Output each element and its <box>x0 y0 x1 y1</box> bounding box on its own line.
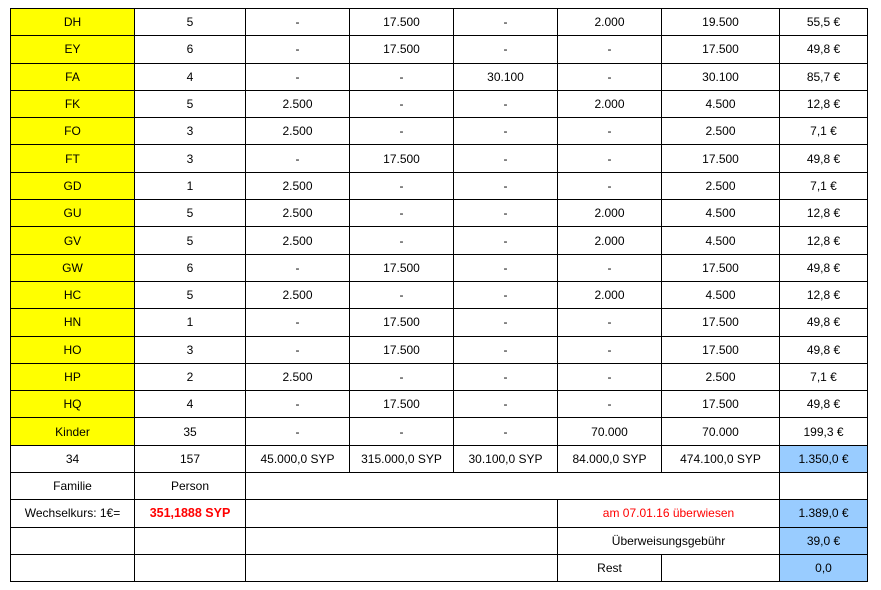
amount-col1: 2.500 <box>246 90 350 117</box>
table-row <box>11 118 868 145</box>
family-code: FO <box>11 118 135 145</box>
row-total-syp: 19.500 <box>662 9 780 36</box>
amount-col3: - <box>454 418 558 445</box>
family-code: GU <box>11 200 135 227</box>
person-count: 5 <box>135 9 246 36</box>
person-count: 3 <box>135 118 246 145</box>
amount-col2: - <box>350 118 454 145</box>
amount-col1: 2.500 <box>246 363 350 390</box>
amount-col2: - <box>350 363 454 390</box>
row-total-syp: 4.500 <box>662 200 780 227</box>
row-total-syp: 2.500 <box>662 172 780 199</box>
row-total-eur: 85,7 € <box>780 63 868 90</box>
amount-col4: 2.000 <box>558 200 662 227</box>
rest-label: Rest <box>558 554 662 581</box>
family-code: HN <box>11 309 135 336</box>
familie-label: Familie <box>11 473 135 500</box>
person-count: 4 <box>135 391 246 418</box>
amount-col1: - <box>246 63 350 90</box>
amount-col4: 2.000 <box>558 90 662 117</box>
table-row <box>11 254 868 281</box>
amount-col3: - <box>454 227 558 254</box>
person-count: 5 <box>135 90 246 117</box>
table-row <box>11 227 868 254</box>
amount-col2: 17.500 <box>350 145 454 172</box>
family-code: DH <box>11 9 135 36</box>
row-total-eur: 49,8 € <box>780 36 868 63</box>
amount-col4: - <box>558 254 662 281</box>
row-total-syp: 2.500 <box>662 118 780 145</box>
person-count: 3 <box>135 336 246 363</box>
table-row <box>11 391 868 418</box>
family-code: HO <box>11 336 135 363</box>
family-code: FA <box>11 63 135 90</box>
table-row <box>11 363 868 390</box>
amount-col3: - <box>454 9 558 36</box>
amount-col4: - <box>558 363 662 390</box>
amount-col1: - <box>246 391 350 418</box>
amount-col4: - <box>558 145 662 172</box>
family-code: FT <box>11 145 135 172</box>
amount-col1: - <box>246 9 350 36</box>
family-code: Kinder <box>11 418 135 445</box>
row-total-eur: 7,1 € <box>780 172 868 199</box>
amount-col2: - <box>350 172 454 199</box>
families-count: 34 <box>11 445 135 472</box>
person-count: 3 <box>135 145 246 172</box>
person-count: 2 <box>135 363 246 390</box>
row-total-syp: 17.500 <box>662 309 780 336</box>
amount-col2: 17.500 <box>350 336 454 363</box>
row-total-eur: 49,8 € <box>780 336 868 363</box>
amount-col4: 2.000 <box>558 281 662 308</box>
row-total-syp: 17.500 <box>662 336 780 363</box>
amount-col3: - <box>454 36 558 63</box>
person-count: 5 <box>135 227 246 254</box>
row-total-eur: 199,3 € <box>780 418 868 445</box>
table-row <box>11 418 868 445</box>
row-total-syp: 4.500 <box>662 90 780 117</box>
grand-total-eur: 1.350,0 € <box>780 445 868 472</box>
row-total-eur: 49,8 € <box>780 391 868 418</box>
donation-sheet <box>10 8 868 582</box>
amount-col4: - <box>558 36 662 63</box>
amount-col4: - <box>558 63 662 90</box>
amount-col3: - <box>454 90 558 117</box>
amount-col1: 2.500 <box>246 227 350 254</box>
data-rows <box>11 9 868 446</box>
table-row <box>11 200 868 227</box>
amount-col1: - <box>246 145 350 172</box>
amount-col2: 17.500 <box>350 391 454 418</box>
table-row <box>11 145 868 172</box>
transfer-amount: 1.389,0 € <box>780 500 868 527</box>
amount-col2: - <box>350 227 454 254</box>
amount-col4: 2.000 <box>558 227 662 254</box>
amount-col3: - <box>454 363 558 390</box>
row-total-syp: 4.500 <box>662 281 780 308</box>
fee-label: Überweisungsgebühr <box>558 527 780 554</box>
amount-col3: - <box>454 145 558 172</box>
amount-col2: - <box>350 90 454 117</box>
family-code: EY <box>11 36 135 63</box>
row-total-eur: 12,8 € <box>780 227 868 254</box>
header-labels-row <box>11 473 868 500</box>
table-row <box>11 336 868 363</box>
amount-col4: - <box>558 336 662 363</box>
person-count: 1 <box>135 309 246 336</box>
amount-col2: - <box>350 418 454 445</box>
row-total-eur: 55,5 € <box>780 9 868 36</box>
total-col1: 45.000,0 SYP <box>246 445 350 472</box>
family-code: GD <box>11 172 135 199</box>
family-code: FK <box>11 90 135 117</box>
fee-row <box>11 527 868 554</box>
family-code: GW <box>11 254 135 281</box>
table-row <box>11 63 868 90</box>
table-row <box>11 281 868 308</box>
amount-col1: 2.500 <box>246 172 350 199</box>
amount-col1: - <box>246 254 350 281</box>
row-total-eur: 12,8 € <box>780 90 868 117</box>
row-total-eur: 49,8 € <box>780 309 868 336</box>
amount-col3: - <box>454 172 558 199</box>
fee-amount: 39,0 € <box>780 527 868 554</box>
total-col2: 315.000,0 SYP <box>350 445 454 472</box>
rest-amount: 0,0 <box>780 554 868 581</box>
exchange-rate-row <box>11 500 868 527</box>
amount-col4: - <box>558 118 662 145</box>
amount-col4: - <box>558 309 662 336</box>
amount-col3: - <box>454 200 558 227</box>
amount-col3: - <box>454 391 558 418</box>
total-col3: 30.100,0 SYP <box>454 445 558 472</box>
amount-col2: 17.500 <box>350 9 454 36</box>
table-row <box>11 90 868 117</box>
amount-col3: - <box>454 309 558 336</box>
amount-col2: - <box>350 63 454 90</box>
table-row <box>11 36 868 63</box>
table-row <box>11 172 868 199</box>
amount-col4: - <box>558 172 662 199</box>
person-label: Person <box>135 473 246 500</box>
row-total-syp: 4.500 <box>662 227 780 254</box>
amount-col4: 70.000 <box>558 418 662 445</box>
person-count: 4 <box>135 63 246 90</box>
row-total-eur: 49,8 € <box>780 145 868 172</box>
rest-row <box>11 554 868 581</box>
row-total-syp: 2.500 <box>662 363 780 390</box>
total-col4: 84.000,0 SYP <box>558 445 662 472</box>
row-total-eur: 49,8 € <box>780 254 868 281</box>
amount-col3: - <box>454 336 558 363</box>
totals-row <box>11 445 868 472</box>
amount-col1: - <box>246 336 350 363</box>
amount-col1: 2.500 <box>246 281 350 308</box>
row-total-eur: 7,1 € <box>780 363 868 390</box>
amount-col1: - <box>246 309 350 336</box>
row-total-eur: 7,1 € <box>780 118 868 145</box>
amount-col4: - <box>558 391 662 418</box>
table-row <box>11 9 868 36</box>
grand-total-syp: 474.100,0 SYP <box>662 445 780 472</box>
person-count: 5 <box>135 281 246 308</box>
exchange-rate-value: 351,1888 SYP <box>135 500 246 527</box>
amount-col4: 2.000 <box>558 9 662 36</box>
row-total-eur: 12,8 € <box>780 281 868 308</box>
transfer-label: am 07.01.16 überwiesen <box>558 500 780 527</box>
amount-col3: - <box>454 118 558 145</box>
person-count: 6 <box>135 254 246 281</box>
family-code: HC <box>11 281 135 308</box>
amount-col2: - <box>350 200 454 227</box>
amount-col3: - <box>454 254 558 281</box>
table-row <box>11 309 868 336</box>
amount-col1: - <box>246 418 350 445</box>
amount-col2: - <box>350 281 454 308</box>
amount-col1: - <box>246 36 350 63</box>
row-total-syp: 17.500 <box>662 254 780 281</box>
amount-col3: 30.100 <box>454 63 558 90</box>
person-count: 35 <box>135 418 246 445</box>
amount-col2: 17.500 <box>350 36 454 63</box>
row-total-syp: 70.000 <box>662 418 780 445</box>
amount-col1: 2.500 <box>246 118 350 145</box>
person-count: 1 <box>135 172 246 199</box>
persons-count: 157 <box>135 445 246 472</box>
family-code: HQ <box>11 391 135 418</box>
amount-col2: 17.500 <box>350 254 454 281</box>
row-total-syp: 17.500 <box>662 36 780 63</box>
amount-col2: 17.500 <box>350 309 454 336</box>
row-total-syp: 17.500 <box>662 145 780 172</box>
row-total-syp: 17.500 <box>662 391 780 418</box>
person-count: 5 <box>135 200 246 227</box>
family-code: GV <box>11 227 135 254</box>
row-total-eur: 12,8 € <box>780 200 868 227</box>
row-total-syp: 30.100 <box>662 63 780 90</box>
exchange-rate-label: Wechselkurs: 1€= <box>11 500 135 527</box>
person-count: 6 <box>135 36 246 63</box>
family-code: HP <box>11 363 135 390</box>
amount-col1: 2.500 <box>246 200 350 227</box>
amount-col3: - <box>454 281 558 308</box>
